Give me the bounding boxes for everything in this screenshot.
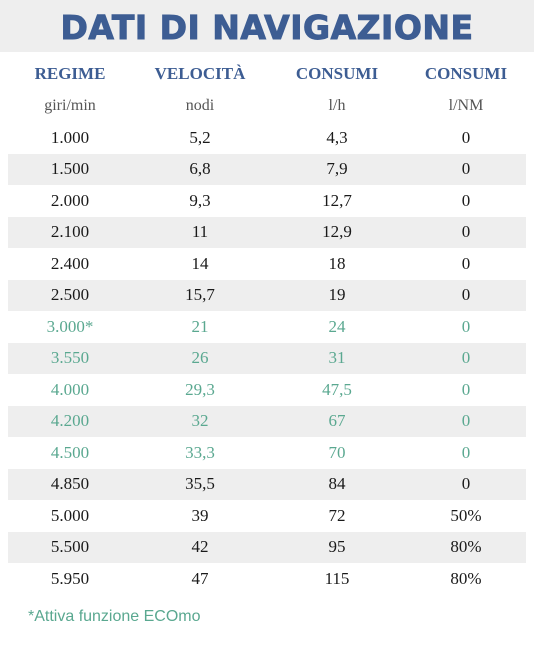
- cell-regime: 5.950: [50, 568, 90, 588]
- table-row: [8, 185, 526, 217]
- cell-consumi-lh: 47,5: [322, 379, 352, 399]
- cell-consumi-lnm: 0: [406, 217, 526, 249]
- unit-consumi-lh: l/h: [328, 97, 346, 114]
- cell-regime: 2.100: [8, 217, 132, 249]
- cell-velocita: 9,3: [189, 190, 211, 210]
- cell-regime: 5.500: [8, 532, 132, 564]
- cell-velocita: 11: [132, 217, 268, 249]
- cell-velocita: 5,2: [189, 127, 211, 147]
- cell-consumi-lh: 72: [328, 505, 346, 525]
- cell-regime: 4.500: [50, 442, 90, 462]
- cell-velocita: 42: [132, 532, 268, 564]
- cell-velocita: 35,5: [132, 469, 268, 501]
- cell-consumi-lnm: 0: [406, 406, 526, 438]
- table-row: [8, 374, 526, 406]
- header-consumi-lnm: CONSUMI: [424, 64, 508, 83]
- unit-regime: giri/min: [44, 97, 96, 114]
- cell-velocita: 15,7: [132, 280, 268, 312]
- cell-regime: 4.000: [50, 379, 90, 399]
- cell-consumi-lnm: 0: [461, 379, 471, 399]
- cell-consumi-lh: 70: [328, 442, 346, 462]
- cell-regime: 5.000: [50, 505, 90, 525]
- cell-regime: 2.500: [8, 280, 132, 312]
- cell-consumi-lnm: 80%: [450, 568, 482, 588]
- cell-consumi-lh: 12,9: [268, 217, 406, 249]
- header-consumi-lh: CONSUMI: [295, 64, 379, 83]
- cell-regime: 4.200: [8, 406, 132, 438]
- cell-consumi-lh: 84: [268, 469, 406, 501]
- cell-consumi-lnm: 0: [406, 154, 526, 186]
- cell-consumi-lnm: 0: [461, 190, 471, 210]
- cell-velocita: 33,3: [185, 442, 215, 462]
- table-row: [8, 406, 526, 438]
- cell-velocita: 14: [191, 253, 209, 273]
- cell-consumi-lnm: 50%: [450, 505, 482, 525]
- cell-consumi-lh: 7,9: [268, 154, 406, 186]
- cell-consumi-lnm: 0: [406, 280, 526, 312]
- cell-consumi-lh: 18: [328, 253, 346, 273]
- footnote: *Attiva funzione ECOmo: [28, 608, 201, 625]
- table-row: [8, 343, 526, 375]
- cell-regime: 1.000: [50, 127, 90, 147]
- cell-consumi-lnm: 0: [406, 343, 526, 375]
- header-velocita: VELOCITÀ: [154, 64, 246, 83]
- table-row: [8, 469, 526, 501]
- cell-consumi-lh: 95: [268, 532, 406, 564]
- cell-consumi-lh: 19: [268, 280, 406, 312]
- cell-consumi-lh: 12,7: [322, 190, 352, 210]
- cell-consumi-lh: 67: [268, 406, 406, 438]
- cell-consumi-lh: 115: [324, 568, 350, 588]
- cell-regime: 2.000: [50, 190, 90, 210]
- table-row: [8, 122, 526, 154]
- table-row: [8, 311, 526, 343]
- cell-consumi-lnm: 0: [461, 442, 471, 462]
- header-regime: REGIME: [34, 64, 106, 83]
- table-row: [8, 437, 526, 469]
- table-row: [8, 532, 526, 564]
- cell-velocita: 32: [132, 406, 268, 438]
- cell-consumi-lnm: 0: [461, 127, 471, 147]
- cell-regime: 1.500: [8, 154, 132, 186]
- cell-velocita: 6,8: [132, 154, 268, 186]
- title-bar: [0, 0, 534, 52]
- cell-consumi-lh: 4,3: [326, 127, 348, 147]
- cell-regime: 3.550: [8, 343, 132, 375]
- table-row: [8, 248, 526, 280]
- cell-consumi-lnm: 0: [461, 253, 471, 273]
- unit-velocita: nodi: [185, 97, 215, 114]
- cell-velocita: 29,3: [185, 379, 215, 399]
- units-row: [8, 90, 526, 122]
- cell-velocita: 26: [132, 343, 268, 375]
- table-row: [8, 217, 526, 249]
- cell-velocita: 47: [191, 568, 209, 588]
- cell-regime: 4.850: [8, 469, 132, 501]
- cell-regime: 3.000*: [46, 316, 94, 336]
- unit-consumi-lnm: l/NM: [448, 97, 484, 114]
- cell-velocita: 39: [191, 505, 209, 525]
- table-header-row: [8, 58, 526, 90]
- cell-consumi-lnm: 0: [406, 469, 526, 501]
- table-row: [8, 563, 526, 595]
- cell-consumi-lnm: 80%: [406, 532, 526, 564]
- cell-consumi-lh: 24: [328, 316, 346, 336]
- navigation-data-table: [8, 58, 526, 595]
- cell-velocita: 21: [191, 316, 209, 336]
- cell-regime: 2.400: [50, 253, 90, 273]
- table-row: [8, 280, 526, 312]
- table-row: [8, 154, 526, 186]
- page-title: DATI DI NAVIGAZIONE: [60, 7, 474, 47]
- table-row: [8, 500, 526, 532]
- cell-consumi-lnm: 0: [461, 316, 471, 336]
- cell-consumi-lh: 31: [268, 343, 406, 375]
